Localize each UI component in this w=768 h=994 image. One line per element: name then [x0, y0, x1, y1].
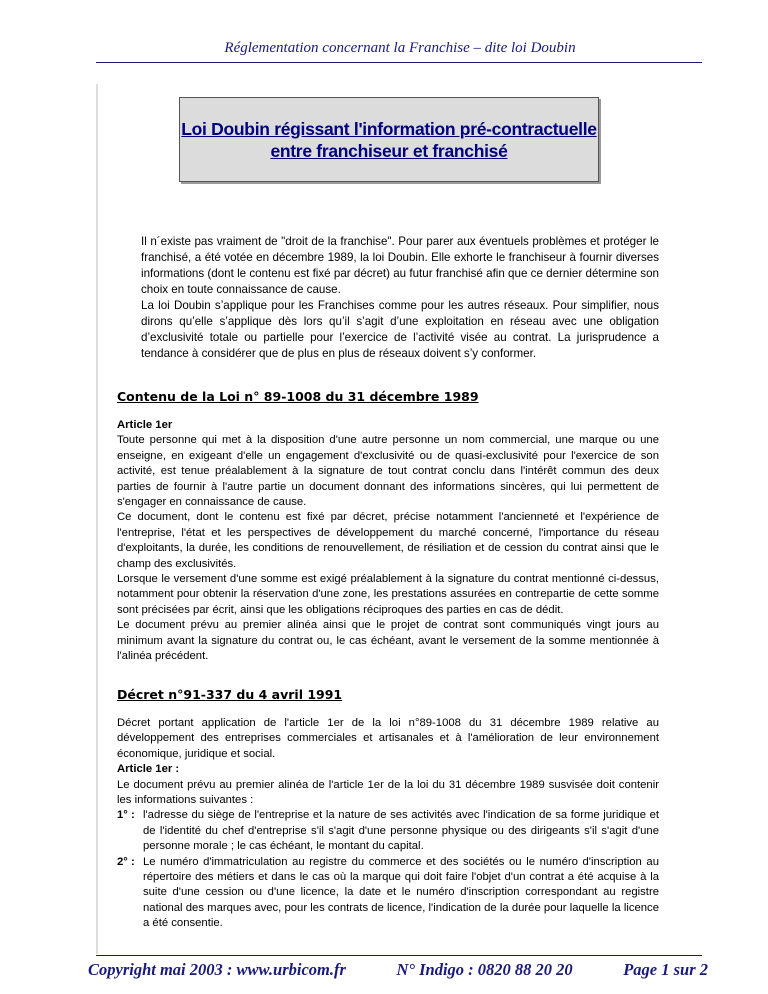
page-footer: [88, 960, 708, 980]
section-heading-decret: Décret n°91-337 du 4 avril 1991: [117, 687, 343, 702]
article-title: Article 1er: [117, 419, 173, 431]
section-heading-loi: Contenu de la Loi n° 89-1008 du 31 décembre 1989: [117, 389, 479, 404]
page-header-title: Réglementation concernant la Franchise – dite loi Doubin: [224, 40, 576, 56]
footer-divider: [96, 955, 702, 956]
loi-paragraph-4: Le document prévu au premier alinéa ainsi que le projet de contrat sont communiqués vingt jours au minimum avant la signature du contrat ou, le cas échéant, avant le versement de la somme mentionnée à l'alinéa précédent.: [117, 619, 659, 663]
list-item: [117, 855, 659, 932]
list-item-text: l'adresse du siège de l'entreprise et la nature de ses activités avec l'indication de sa forme juridique et de l'identité du chef d'entreprise s'il s'agit d'une personne physique ou des dirigeants s'il s'agit d'une personne morale ; le cas échéant, le montant du capital.: [143, 809, 659, 853]
decret-paragraph-1: Décret portant application de l'article 1er de la loi n°89-1008 du 31 décembre 1989 relative au développement des entreprises commerciales et artisanales et à l'amélioration de leur environnement économique, juridique et social.: [117, 717, 659, 760]
document-title-line2: entre franchiseur et franchisé: [270, 140, 508, 161]
loi-paragraph-3: Lorsque le versement d'une somme est exigé préalablement à la signature du contrat mentionné ci-dessus, notamment pour obtenir la réservation d'une zone, les prestations assurées en contrepartie de cette somme sont précisées par écrit, ainsi que les obligations réciproques des parties en cas de dédit.: [117, 573, 659, 616]
section-loi-body: [117, 418, 659, 665]
decret-paragraph-2: Le document prévu au premier alinéa de l'article 1er de la loi du 31 décembre 1989 susvisée doit contenir les informations suivantes :: [117, 778, 659, 807]
footer-page-number: Page 1 sur 2: [623, 960, 708, 979]
document-title: [181, 118, 596, 162]
list-item-number: 2° :: [117, 855, 135, 868]
left-margin-bar: [96, 84, 98, 954]
list-item: [117, 808, 659, 854]
list-item-text: Le numéro d'immatriculation au registre du commerce et des sociétés ou le numéro d'inscription au répertoire des métiers et dans le cas où la marque qui doit faire l'objet d'un contrat a été acquise à la suite d'une cession ou d'une licence, la date et le numéro d'inscription correspondant au registre national des marques avec, pour les contrats de licence, l'indication de la durée pour laquelle la licence a été consentie.: [143, 855, 659, 930]
header-divider: [96, 62, 702, 63]
title-box: [179, 97, 599, 182]
loi-paragraph-2: Ce document, dont le contenu est fixé par décret, précise notamment l'ancienneté et l'expérience de l'entreprise, l'état et les perspectives de développement du marché concerné, l'importance du réseau d'exploitants, la durée, les conditions de renouvellement, de résiliation et de cession du contrat ainsi que le champ des exclusivités.: [117, 511, 659, 570]
intro-section: [141, 234, 659, 362]
intro-paragraph-2: La loi Doubin s’applique pour les Franchises comme pour les autres réseaux. Pour simplifier, nous dirons qu’elle s’applique dès lors qu’il s’agit d’une exploitation en réseau avec une obligation d’exclusivité totale ou partielle pour l’exercice de l’activité visée au contrat. La jurisprudence a tendance à considérer que de plus en plus de réseaux doivent s’y conformer.: [141, 299, 659, 360]
footer-copyright: Copyright mai 2003 : www.urbicom.fr: [88, 960, 346, 979]
document-title-line1: Loi Doubin régissant l'information pré-contractuelle: [181, 118, 597, 139]
footer-phone: N° Indigo : 0820 88 20 20: [396, 960, 573, 979]
section-decret-body: [117, 716, 659, 932]
loi-paragraph-1: Toute personne qui met à la disposition d'une autre personne un nom commercial, une marque ou une enseigne, en exigeant d'elle un engagement d'exclusivité ou de quasi-exclusivité pour l'exercice de son activité, est tenue préalablement à la signature de tout contrat conclu dans l'intérêt commun des deux parties de fournir à l'autre partie un document donnant des informations sincères, qui lui permettent de s'engager en connaissance de cause.: [117, 434, 659, 509]
intro-paragraph-1: Il n´existe pas vraiment de "droit de la franchise". Pour parer aux éventuels problèmes et protéger le franchisé, a été votée en décembre 1989, la loi Doubin. Elle exhorte le franchiseur à fournir diverses informations (dont le contenu est fixé par décret) au futur franchisé afin que ce dernier détermine son choix en toute connaissance de cause.: [141, 235, 659, 296]
decret-article-title: Article 1er :: [117, 763, 180, 776]
list-item-number: 1° :: [117, 809, 135, 822]
